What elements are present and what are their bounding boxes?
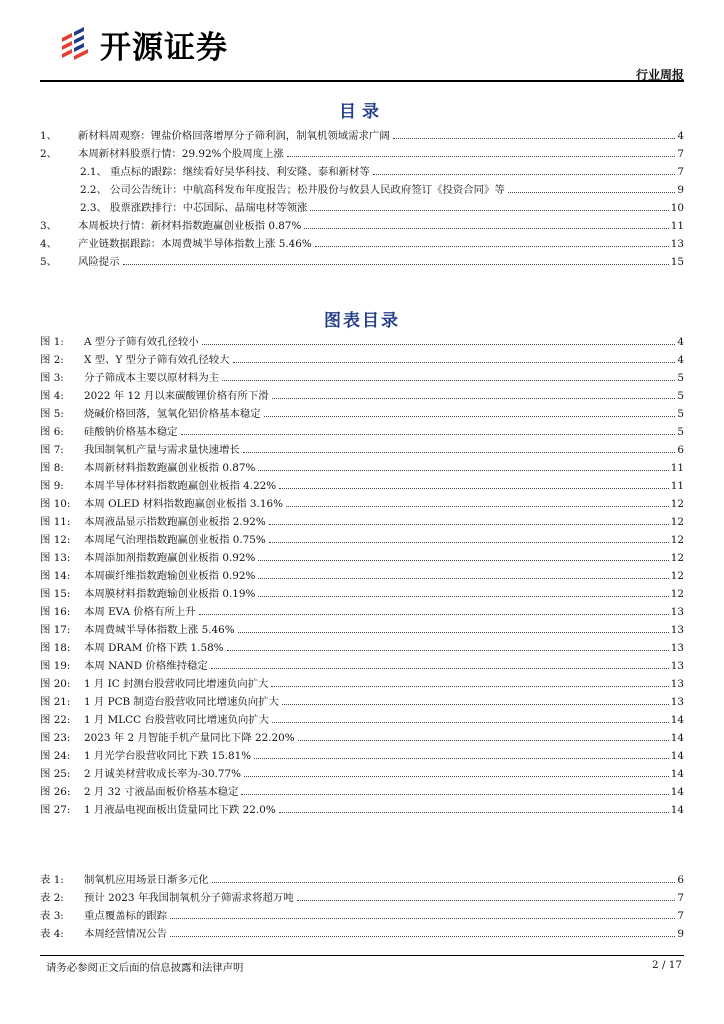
toc-entry[interactable] <box>40 250 684 268</box>
entry-title: X 型、Y 型分子筛有效孔径较大 <box>84 354 230 366</box>
entry-title: A 型分子筛有效孔径较小 <box>84 336 199 348</box>
header-divider <box>40 80 684 82</box>
entry-page-number: 14 <box>670 732 684 744</box>
dot-leader <box>238 632 669 633</box>
dot-leader <box>233 362 676 363</box>
entry-number: 图 16: <box>40 606 71 618</box>
entry-title: 2023 年 2 月智能手机产量同比下降 22.20% <box>84 732 295 744</box>
entry-number: 图 15: <box>40 588 71 600</box>
company-logo <box>58 22 228 67</box>
toc-list <box>40 124 684 268</box>
entry-page-number: 5 <box>677 408 684 420</box>
report-type-label: 行业周报 <box>635 68 684 82</box>
entry-number: 图 17: <box>40 624 71 636</box>
entry-page-number: 13 <box>670 238 684 250</box>
entry-title: 本周新材料指数跑赢创业板指 0.87% <box>84 462 256 474</box>
entry-number: 图 6: <box>40 426 64 438</box>
entry-number: 图 27: <box>40 804 71 816</box>
entry-number: 图 5: <box>40 408 64 420</box>
entry-page-number: 13 <box>670 678 684 690</box>
dot-leader <box>315 246 669 247</box>
toc-entry[interactable] <box>40 232 684 250</box>
entry-title: 本周经营情况公告 <box>84 928 168 940</box>
dot-leader <box>258 578 668 579</box>
figure-entry[interactable] <box>40 420 684 438</box>
entry-page-number: 6 <box>677 444 684 456</box>
entry-page-number: 13 <box>670 696 684 708</box>
dot-leader <box>272 398 676 399</box>
entry-title: 本周板块行情：新材料指数跑赢创业板指 0.87% <box>78 220 302 232</box>
entry-number: 2.3、 <box>80 202 107 214</box>
entry-number: 图 19: <box>40 660 71 672</box>
entry-number: 图 14: <box>40 570 71 582</box>
entry-number: 图 23: <box>40 732 71 744</box>
figure-entry[interactable] <box>40 618 684 636</box>
entry-page-number: 12 <box>670 534 684 546</box>
entry-page-number: 7 <box>677 892 684 904</box>
dot-leader <box>199 614 669 615</box>
entry-title: 2 月诚美材营收成长率为-30.77% <box>84 768 241 780</box>
entry-title: 1 月 MLCC 台股营收同比增速负向扩大 <box>84 714 270 726</box>
entry-page-number: 6 <box>677 874 684 886</box>
entry-title: 本周半导体材料指数跑赢创业板指 4.22% <box>84 480 277 492</box>
dot-leader <box>279 488 669 489</box>
entry-page-number: 5 <box>677 426 684 438</box>
dot-leader <box>123 264 669 265</box>
figure-entry[interactable] <box>40 492 684 510</box>
entry-title: 制氧机应用场景日渐多元化 <box>84 874 209 886</box>
entry-title: 本周添加剂指数跑赢创业板指 0.92% <box>84 552 256 564</box>
entry-page-number: 7 <box>677 166 684 178</box>
page-indicator: 2 / 17 <box>652 959 682 971</box>
toc-entry[interactable] <box>40 196 684 214</box>
figure-entry[interactable] <box>40 564 684 582</box>
entry-page-number: 14 <box>670 714 684 726</box>
figure-entry[interactable] <box>40 366 684 384</box>
toc-entry[interactable] <box>40 124 684 142</box>
entry-number: 图 11: <box>40 516 71 528</box>
dot-leader <box>264 416 676 417</box>
entry-page-number: 14 <box>670 804 684 816</box>
figure-entry[interactable] <box>40 546 684 564</box>
entry-number: 图 3: <box>40 372 64 384</box>
figure-entry[interactable] <box>40 690 684 708</box>
entry-title: 硅酸钠价格基本稳定 <box>84 426 178 438</box>
entry-number: 表 2: <box>40 892 64 904</box>
entry-title: 1 月液晶电视面板出货量同比下跌 22.0% <box>84 804 276 816</box>
entry-number: 图 9: <box>40 480 64 492</box>
entry-page-number: 13 <box>670 624 684 636</box>
dot-leader <box>272 722 669 723</box>
entry-number: 表 4: <box>40 928 64 940</box>
entry-number: 4、 <box>40 238 58 250</box>
dot-leader <box>286 506 669 507</box>
dot-leader <box>227 650 669 651</box>
entry-number: 2、 <box>40 148 58 160</box>
dot-leader <box>310 210 668 211</box>
entry-number: 图 13: <box>40 552 71 564</box>
entry-page-number: 13 <box>670 642 684 654</box>
entry-title: 我国制氧机产量与需求量快速增长 <box>84 444 240 456</box>
entry-page-number: 5 <box>677 390 684 402</box>
entry-page-number: 12 <box>670 552 684 564</box>
entry-page-number: 4 <box>677 354 684 366</box>
entry-page-number: 12 <box>670 516 684 528</box>
entry-number: 图 22: <box>40 714 71 726</box>
entry-number: 图 12: <box>40 534 71 546</box>
entry-page-number: 4 <box>677 336 684 348</box>
dot-leader <box>304 228 668 229</box>
toc-entry[interactable] <box>40 178 684 196</box>
dot-leader <box>241 794 668 795</box>
dot-leader <box>269 542 669 543</box>
footer-disclaimer: 请务必参阅正文后面的信息披露和法律声明 <box>46 962 244 974</box>
entry-number: 图 21: <box>40 696 71 708</box>
entry-title: 本周液晶显示指数跑赢创业板指 2.92% <box>84 516 266 528</box>
dot-leader <box>170 936 675 937</box>
entry-title: 产业链数据跟踪：本周费城半导体指数上涨 5.46% <box>78 238 312 250</box>
entry-page-number: 15 <box>670 256 684 268</box>
figure-entry[interactable] <box>40 780 684 798</box>
entry-title: 本周费城半导体指数上涨 5.46% <box>84 624 235 636</box>
dot-leader <box>244 776 669 777</box>
table-entry[interactable] <box>40 922 684 940</box>
entry-title: 本周尾气治理指数跑赢创业板指 0.75% <box>84 534 266 546</box>
dot-leader <box>279 812 669 813</box>
entry-page-number: 11 <box>670 220 684 232</box>
entry-title: 风险提示 <box>78 256 120 268</box>
entry-title: 本周碳纤维指数跑输创业板指 0.92% <box>84 570 256 582</box>
dot-leader <box>202 344 676 345</box>
entry-page-number: 14 <box>670 786 684 798</box>
dot-leader <box>393 138 676 139</box>
entry-title: 1 月 PCB 制造台股营收同比增速负向扩大 <box>84 696 279 708</box>
figure-entry[interactable] <box>40 708 684 726</box>
entry-page-number: 14 <box>670 768 684 780</box>
entry-number: 5、 <box>40 256 58 268</box>
entry-number: 表 1: <box>40 874 64 886</box>
page-header <box>40 18 684 80</box>
figure-entry[interactable] <box>40 474 684 492</box>
table-list <box>40 868 684 940</box>
entry-title: 本周 EVA 价格有所上升 <box>84 606 196 618</box>
dot-leader <box>258 560 668 561</box>
entry-number: 表 3: <box>40 910 64 922</box>
entry-number: 图 7: <box>40 444 64 456</box>
figure-entry[interactable] <box>40 762 684 780</box>
figure-entry[interactable] <box>40 636 684 654</box>
dot-leader <box>181 434 676 435</box>
entry-title: 1 月 IC 封测台股营收同比增速负向扩大 <box>84 678 269 690</box>
logo-mark-icon <box>58 24 94 66</box>
figure-entry[interactable] <box>40 438 684 456</box>
dot-leader <box>269 524 669 525</box>
dot-leader <box>271 686 668 687</box>
figure-entry[interactable] <box>40 600 684 618</box>
entry-number: 图 26: <box>40 786 71 798</box>
figure-entry[interactable] <box>40 654 684 672</box>
figure-entry[interactable] <box>40 348 684 366</box>
figure-toc-title: 图表目录 <box>324 311 400 331</box>
figure-entry[interactable] <box>40 456 684 474</box>
entry-page-number: 14 <box>670 750 684 762</box>
dot-leader <box>170 918 675 919</box>
entry-title: 本周膜材料指数跑输创业板指 0.19% <box>84 588 256 600</box>
entry-page-number: 12 <box>670 498 684 510</box>
entry-page-number: 13 <box>670 660 684 672</box>
entry-title: 本周新材料股票行情：29.92%个股周度上涨 <box>78 148 284 160</box>
entry-page-number: 9 <box>677 184 684 196</box>
figure-entry[interactable] <box>40 330 684 348</box>
entry-number: 图 20: <box>40 678 71 690</box>
entry-title: 2022 年 12 月以来碳酸锂价格有所下滑 <box>84 390 269 402</box>
entry-title: 重点标的跟踪：继续看好昊华科技、利安隆、泰和新材等 <box>110 166 370 178</box>
entry-page-number: 13 <box>670 606 684 618</box>
entry-page-number: 12 <box>670 570 684 582</box>
figure-entry[interactable] <box>40 402 684 420</box>
entry-page-number: 10 <box>670 202 684 214</box>
entry-page-number: 12 <box>670 588 684 600</box>
entry-number: 2.2、 <box>80 184 107 196</box>
table-entry[interactable] <box>40 886 684 904</box>
toc-entry[interactable] <box>40 142 684 160</box>
dot-leader <box>282 704 669 705</box>
figure-entry[interactable] <box>40 582 684 600</box>
table-entry[interactable] <box>40 904 684 922</box>
dot-leader <box>287 156 676 157</box>
entry-title: 股票涨跌排行：中芯国际、晶瑞电材等领涨 <box>110 202 308 214</box>
entry-title: 本周 DRAM 价格下跌 1.58% <box>84 642 224 654</box>
entry-title: 新材料周观察：锂盐价格回落增厚分子筛利润，制氧机领域需求广阔 <box>78 130 390 142</box>
entry-title: 公司公告统计：中航高科发布年度报告；松井股份与攸县人民政府签订《投资合同》等 <box>110 184 505 196</box>
dot-leader <box>373 174 676 175</box>
dot-leader <box>212 882 676 883</box>
entry-number: 图 8: <box>40 462 64 474</box>
entry-number: 1、 <box>40 130 58 142</box>
logo-text: 开源证券 <box>100 30 228 66</box>
figure-list <box>40 330 684 816</box>
figure-entry[interactable] <box>40 798 684 816</box>
figure-entry[interactable] <box>40 528 684 546</box>
dot-leader <box>222 380 675 381</box>
dot-leader <box>297 900 676 901</box>
entry-page-number: 11 <box>670 480 684 492</box>
entry-number: 3、 <box>40 220 58 232</box>
entry-number: 图 2: <box>40 354 64 366</box>
figure-entry[interactable] <box>40 744 684 762</box>
entry-number: 图 10: <box>40 498 71 510</box>
figure-entry[interactable] <box>40 510 684 528</box>
footer-divider <box>40 955 684 956</box>
entry-page-number: 7 <box>677 148 684 160</box>
entry-number: 2.1、 <box>80 166 107 178</box>
entry-title: 本周 NAND 价格维持稳定 <box>84 660 208 672</box>
entry-title: 重点覆盖标的跟踪 <box>84 910 168 922</box>
entry-title: 烧碱价格回落，氢氧化铝价格基本稳定 <box>84 408 261 420</box>
dot-leader <box>298 740 669 741</box>
entry-page-number: 9 <box>677 928 684 940</box>
dot-leader <box>254 758 669 759</box>
figure-entry[interactable] <box>40 672 684 690</box>
entry-title: 预计 2023 年我国制氧机分子筛需求将超万吨 <box>84 892 294 904</box>
toc-entry[interactable] <box>40 160 684 178</box>
toc-entry[interactable] <box>40 214 684 232</box>
entry-title: 分子筛成本主要以原材料为主 <box>84 372 220 384</box>
entry-number: 图 1: <box>40 336 64 348</box>
entry-page-number: 4 <box>677 130 684 142</box>
entry-number: 图 25: <box>40 768 71 780</box>
entry-page-number: 7 <box>677 910 684 922</box>
entry-number: 图 18: <box>40 642 71 654</box>
figure-entry[interactable] <box>40 726 684 744</box>
dot-leader <box>258 470 668 471</box>
entry-title: 1 月光学台股营收同比下跌 15.81% <box>84 750 252 762</box>
table-entry[interactable] <box>40 868 684 886</box>
entry-number: 图 4: <box>40 390 64 402</box>
dot-leader <box>508 192 676 193</box>
entry-number: 图 24: <box>40 750 71 762</box>
entry-title: 2 月 32 寸液晶面板价格基本稳定 <box>84 786 239 798</box>
toc-title: 目录 <box>339 102 385 122</box>
entry-page-number: 11 <box>670 462 684 474</box>
entry-title: 本周 OLED 材料指数跑赢创业板指 3.16% <box>84 498 283 510</box>
dot-leader <box>243 452 676 453</box>
entry-page-number: 5 <box>677 372 684 384</box>
figure-entry[interactable] <box>40 384 684 402</box>
dot-leader <box>258 596 668 597</box>
dot-leader <box>211 668 669 669</box>
